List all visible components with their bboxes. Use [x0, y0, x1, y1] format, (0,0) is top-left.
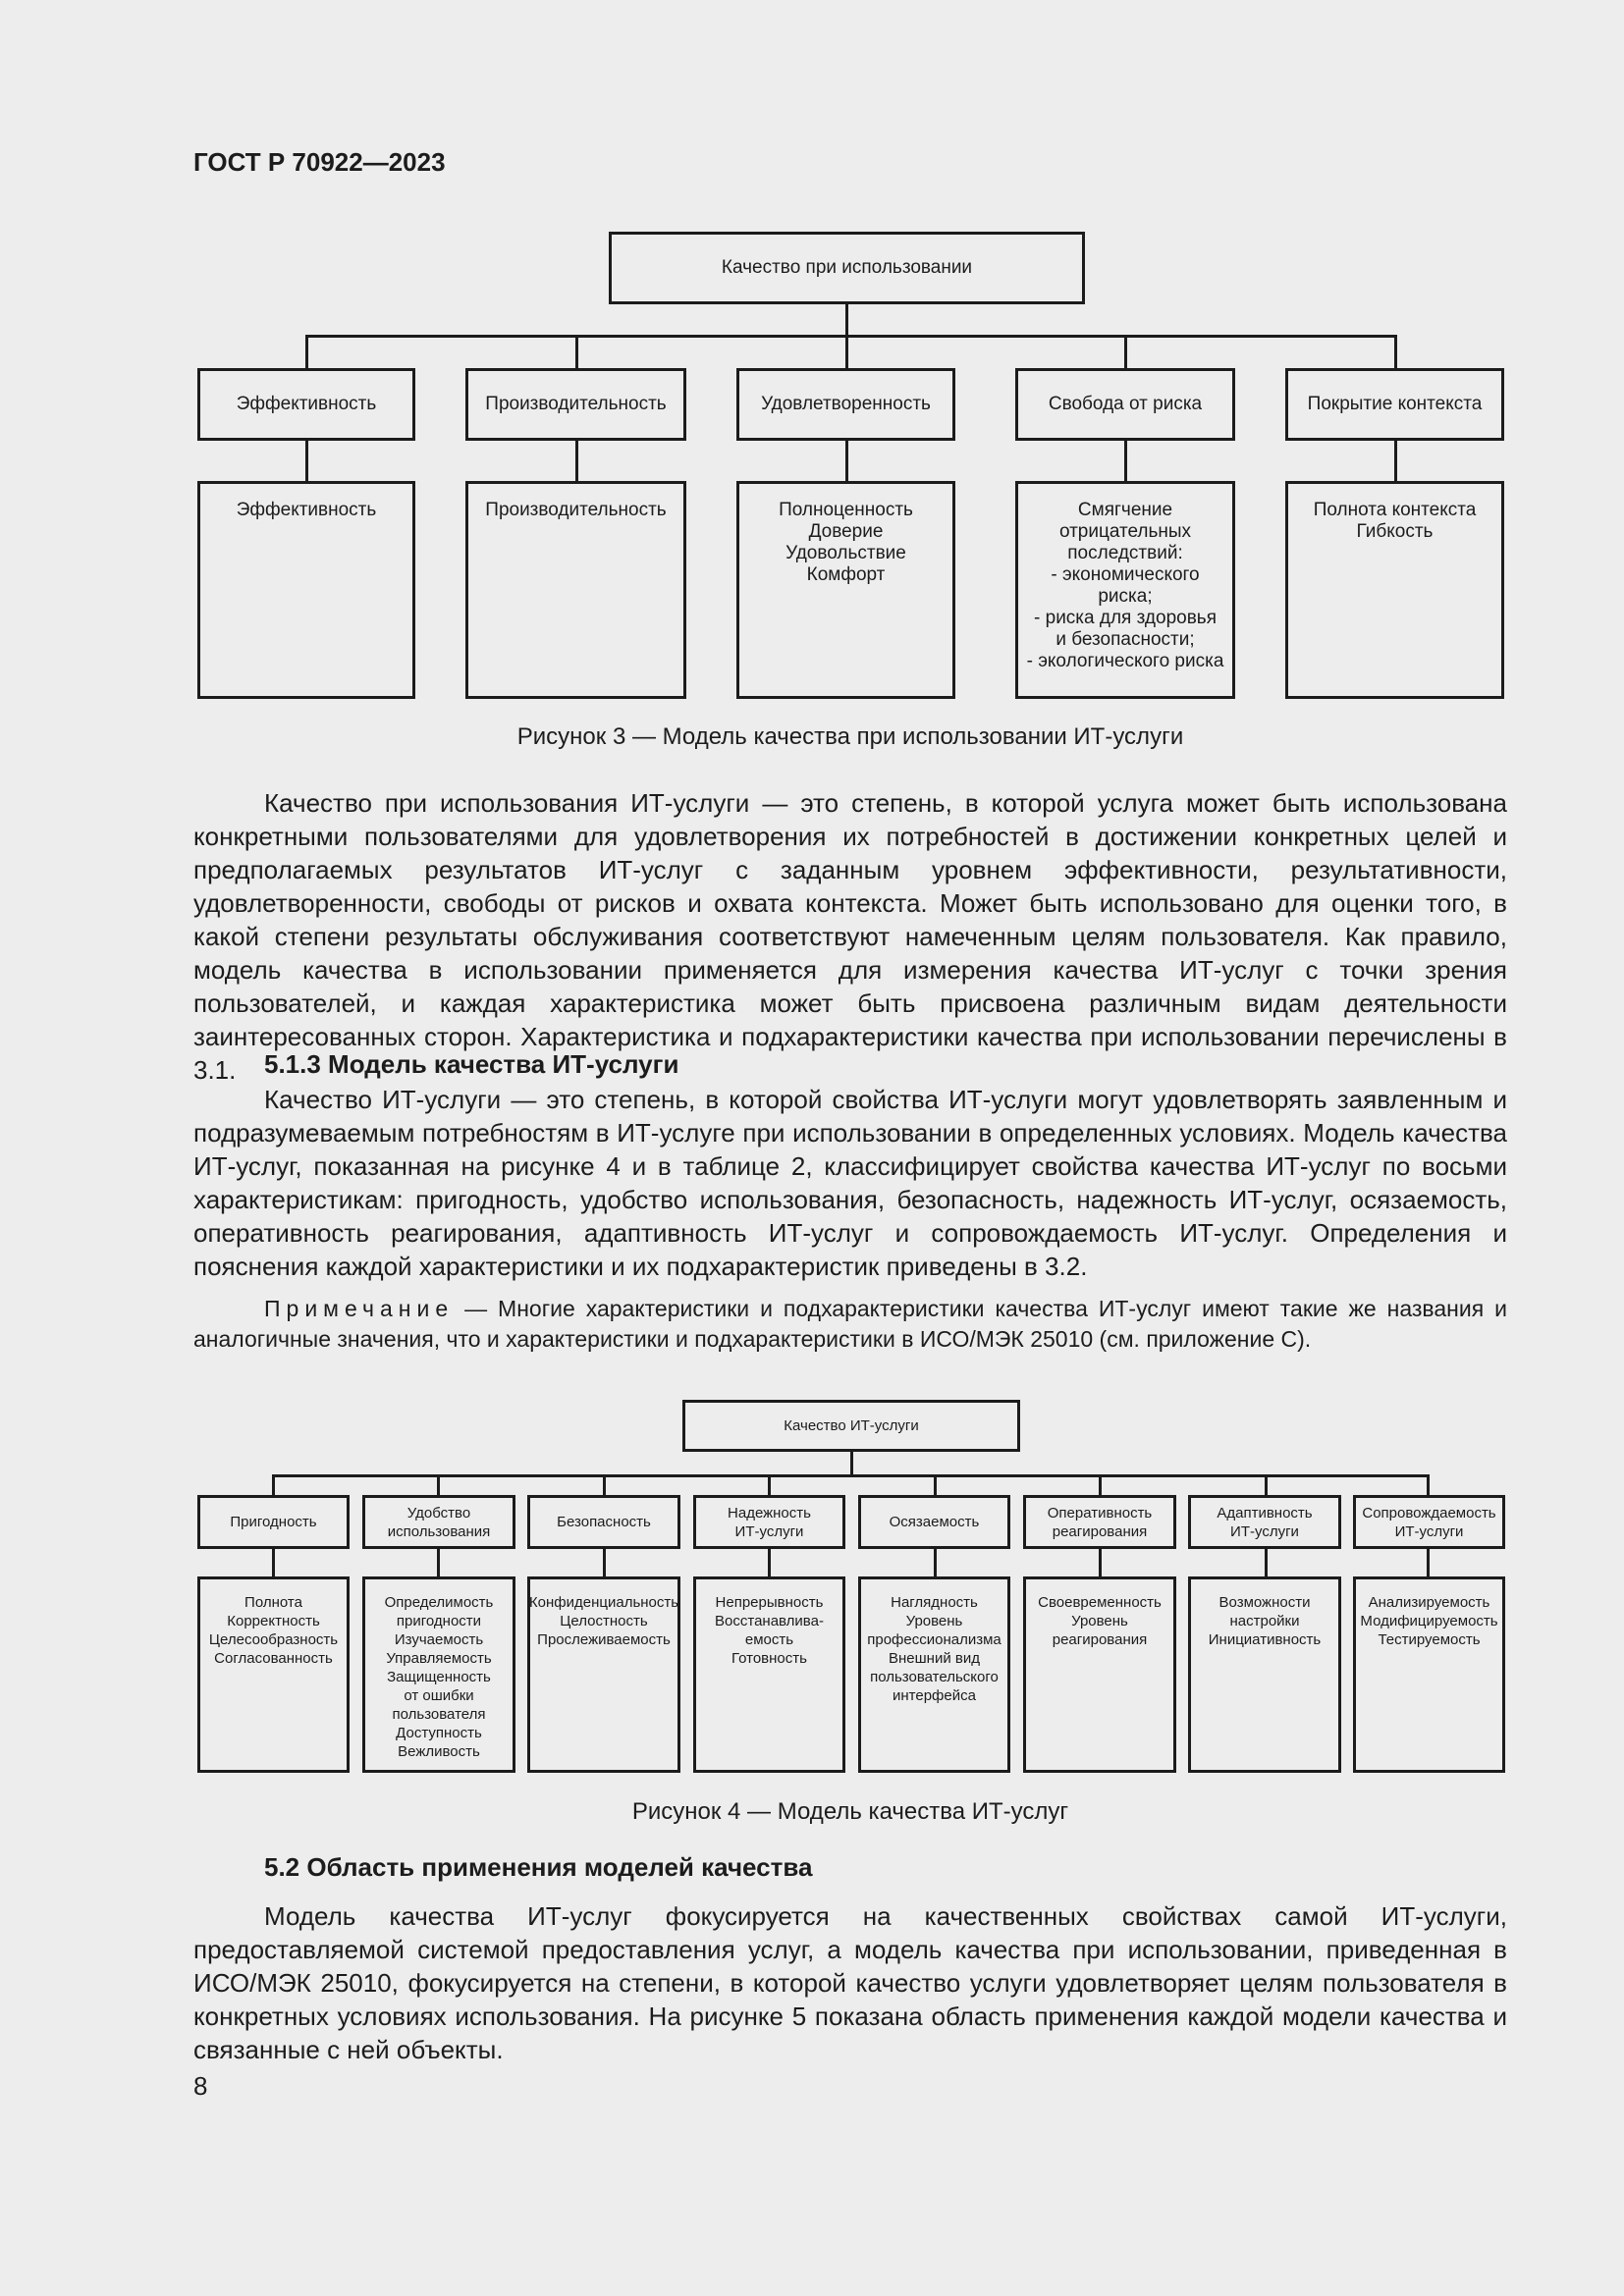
- connector: [845, 441, 848, 481]
- connector: [845, 335, 848, 368]
- fig3-subcharacteristics-box: Смягчение отрицательных последствий: - экономического риска; - риска для здоровья и безопасности; - экологического риска: [1015, 481, 1235, 699]
- fig3-characteristic-box: Производительность: [465, 368, 686, 441]
- connector: [603, 1474, 606, 1495]
- connector: [305, 441, 308, 481]
- fig4-subcharacteristics-box: Анализируемость Модифицируемость Тестируемость: [1353, 1576, 1505, 1773]
- fig3-subcharacteristics-box: Производительность: [465, 481, 686, 699]
- fig4-subcharacteristics-box: Определимость пригодности Изучаемость Управляемость Защищенность от ошибки пользователя Доступность Вежливость: [362, 1576, 515, 1773]
- fig3-characteristic-box: Свобода от риска: [1015, 368, 1235, 441]
- connector: [1124, 335, 1127, 368]
- fig3-characteristic-box: Эффективность: [197, 368, 415, 441]
- connector: [1394, 335, 1397, 368]
- paragraph-quality-in-use: [193, 786, 1507, 1087]
- connector: [272, 1474, 275, 1495]
- fig4-subcharacteristics-box: Возможности настройки Инициативность: [1188, 1576, 1341, 1773]
- connector: [305, 335, 308, 368]
- connector: [1099, 1549, 1102, 1576]
- fig3-root-box: Качество при использовании: [609, 232, 1085, 304]
- note-text: — Многие характеристики и подхарактеристики качества ИТ-услуг имеют такие же названия и аналогичные значения, что и характеристики и подхарактеристики в ИСО/МЭК 25010 (см. приложение С).: [193, 1296, 1507, 1352]
- fig3-characteristic-box: Удовлетворенность: [736, 368, 955, 441]
- section-heading-5-2: 5.2 Область применения моделей качества: [264, 1852, 813, 1882]
- connector: [934, 1549, 937, 1576]
- connector: [437, 1474, 440, 1495]
- connector: [1124, 441, 1127, 481]
- fig3-subcharacteristics-box: Эффективность: [197, 481, 415, 699]
- connector: [1394, 441, 1397, 481]
- fig4-characteristic-box: Сопровождаемость ИТ-услуги: [1353, 1495, 1505, 1549]
- note-label: Примечание: [264, 1296, 455, 1321]
- connector: [575, 335, 578, 368]
- figure-3-caption: Рисунок 3 — Модель качества при использовании ИТ-услуги: [516, 723, 1184, 750]
- connector: [575, 441, 578, 481]
- fig4-characteristic-box: Пригодность: [197, 1495, 350, 1549]
- fig4-characteristic-box: Осязаемость: [858, 1495, 1010, 1549]
- connector: [1265, 1474, 1268, 1495]
- fig4-characteristic-box: Безопасность: [527, 1495, 680, 1549]
- paragraph-scope-of-models: [193, 1899, 1507, 2066]
- paragraph-it-service-quality: [193, 1083, 1507, 1283]
- connector: [272, 1474, 1430, 1477]
- fig4-characteristic-box: Оперативность реагирования: [1023, 1495, 1176, 1549]
- connector: [437, 1549, 440, 1576]
- fig4-root-box: Качество ИТ-услуги: [682, 1400, 1020, 1452]
- paragraph-text: Качество при использования ИТ-услуги — это степень, в которой услуга может быть использована конкретными пользователями для удовлетворения их потребностей в достижении конкретных целей и предполагаемых результатов ИТ-услуг с заданным уровнем эффективности, результативности, удовлетворенности, свободы от рисков и охвата контекста. Может быть использовано для оценки того, в какой степени результаты обслуживания соответствуют намеченным целям пользователя. Как правило, модель качества в использовании применяется для измерения качества ИТ-услуг с точки зрения пользователей, и каждая характеристика может быть присвоена различным видам деятельности заинтересованных сторон. Характеристика и подхарактеристики качества при использовании перечислены в 3.1.: [193, 788, 1507, 1085]
- connector: [603, 1549, 606, 1576]
- connector: [845, 304, 848, 337]
- connector: [272, 1549, 275, 1576]
- connector: [850, 1452, 853, 1476]
- connector: [934, 1474, 937, 1495]
- fig4-characteristic-box: Удобство использования: [362, 1495, 515, 1549]
- document-header: ГОСТ Р 70922—2023: [193, 147, 446, 177]
- fig4-characteristic-box: Адаптивность ИТ-услуги: [1188, 1495, 1341, 1549]
- section-heading-5-1-3: 5.1.3 Модель качества ИТ-услуги: [264, 1049, 679, 1079]
- fig3-subcharacteristics-box: Полноценность Доверие Удовольствие Комфорт: [736, 481, 955, 699]
- connector: [768, 1549, 771, 1576]
- note-block: [193, 1294, 1507, 1355]
- connector: [1427, 1549, 1430, 1576]
- fig4-characteristic-box: Надежность ИТ-услуги: [693, 1495, 845, 1549]
- connector: [768, 1474, 771, 1495]
- figure-4-caption: Рисунок 4 — Модель качества ИТ-услуг: [631, 1798, 1069, 1825]
- connector: [305, 335, 1397, 338]
- fig4-subcharacteristics-box: Своевременность Уровень реагирования: [1023, 1576, 1176, 1773]
- page-number: 8: [193, 2071, 208, 2101]
- connector: [1427, 1474, 1430, 1495]
- fig4-subcharacteristics-box: Наглядность Уровень профессионализма Внешний вид пользовательского интерфейса: [858, 1576, 1010, 1773]
- paragraph-text: Качество ИТ-услуги — это степень, в которой свойства ИТ-услуги могут удовлетворять заявленным и подразумеваемым потребностям в ИТ-услуге при использовании в определенных условиях. Модель качества ИТ-услуг, показанная на рисунке 4 и в таблице 2, классифицирует свойства качества ИТ-услуг по восьми характеристикам: пригодность, удобство использования, безопасность, надежность ИТ-услуг, осязаемость, оперативность реагирования, адаптивность ИТ-услуг и сопровождаемость ИТ-услуг. Определения и пояснения каждой характеристики и их подхарактеристик приведены в 3.2.: [193, 1085, 1507, 1281]
- connector: [1099, 1474, 1102, 1495]
- fig4-subcharacteristics-box: Непрерывность Восстанавлива- емость Готовность: [693, 1576, 845, 1773]
- fig3-subcharacteristics-box: Полнота контекста Гибкость: [1285, 481, 1504, 699]
- paragraph-text: Модель качества ИТ-услуг фокусируется на качественных свойствах самой ИТ-услуги, предоставляемой системой предоставления услуг, а модель качества при использовании, приведенная в ИСО/МЭК 25010, фокусируется на степени, в которой качество услуги удовлетворяет целям пользователя в конкретных условиях использования. На рисунке 5 показана область применения каждой модели качества и связанные с ней объекты.: [193, 1901, 1507, 2064]
- fig4-subcharacteristics-box: Конфиденциальность Целостность Прослеживаемость: [527, 1576, 680, 1773]
- fig4-subcharacteristics-box: Полнота Корректность Целесообразность Согласованность: [197, 1576, 350, 1773]
- connector: [1265, 1549, 1268, 1576]
- fig3-characteristic-box: Покрытие контекста: [1285, 368, 1504, 441]
